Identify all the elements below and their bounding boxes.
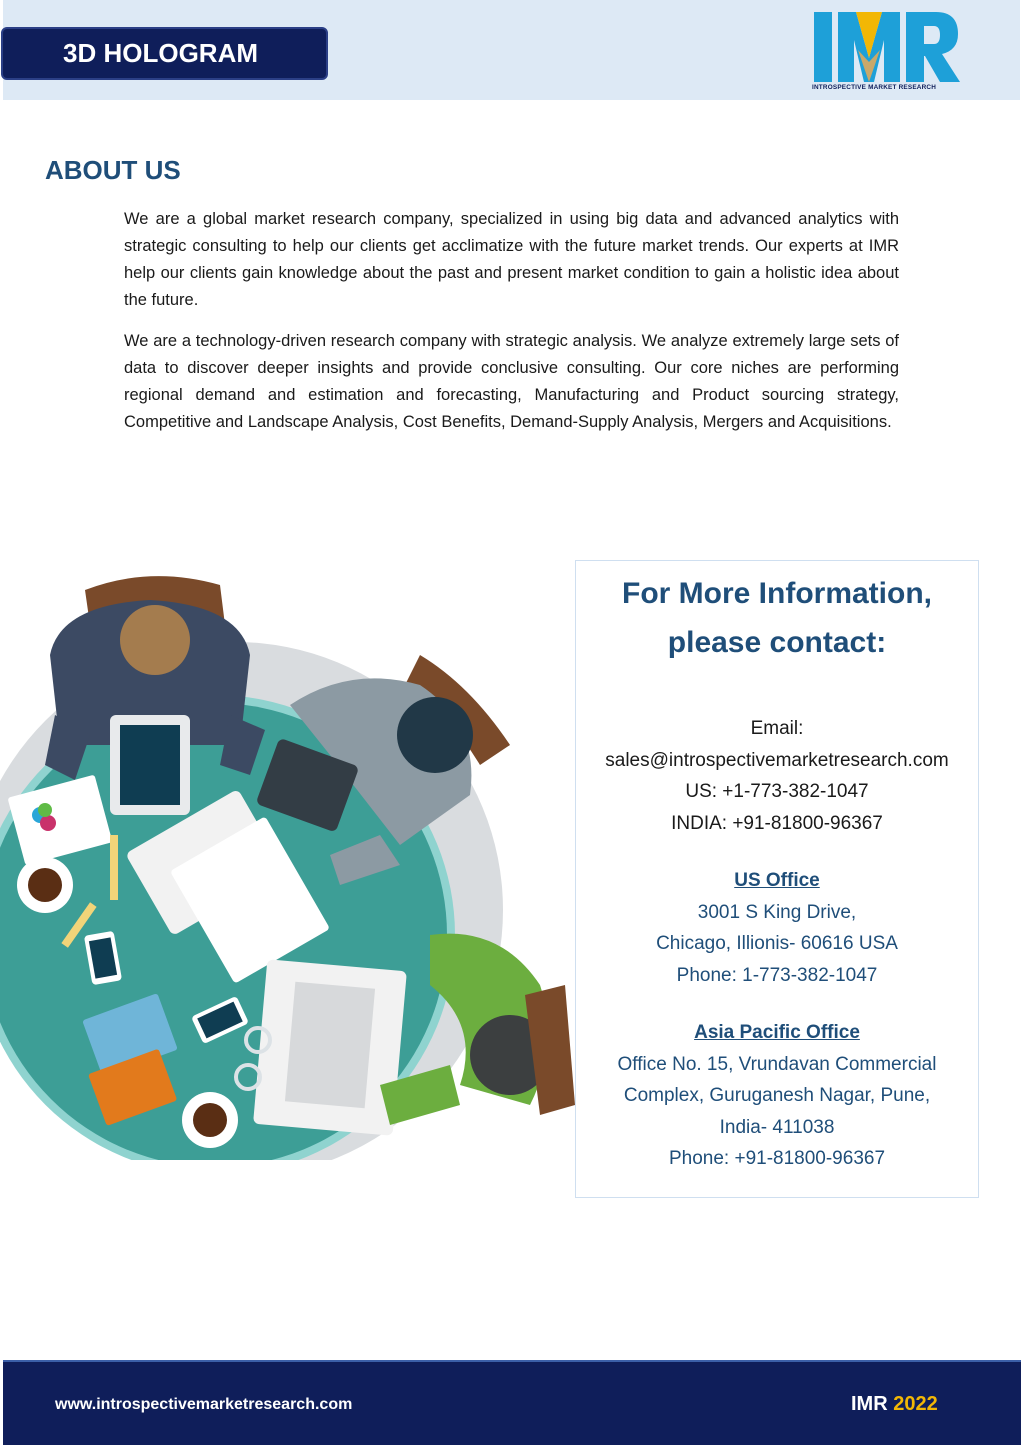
footer-url[interactable]: www.introspectivemarketresearch.com [55, 1396, 353, 1413]
contact-title [576, 569, 978, 667]
asia-office-line: India- 411038 [719, 1116, 835, 1138]
footer-brand [851, 1393, 938, 1416]
report-title: 3D HOLOGRAM [63, 38, 258, 68]
about-paragraph: We are a global market research company, specialized in using big data and advanced analytics with strategic consulting to help our clients get acclimatize with the future market trends. Our experts at IMR help our clients gain knowledge about the past and present market condition to gain a holistic idea about the future. [124, 210, 899, 309]
about-body [124, 206, 899, 450]
asia-office-block [576, 1017, 978, 1175]
us-office-phone: Phone: 1-773-382-1047 [676, 964, 878, 986]
contact-box [575, 560, 979, 1198]
logo-subtitle: INTROSPECTIVE MARKET RESEARCH [812, 84, 937, 91]
email-link[interactable]: sales@introspectivemarketresearch.com [605, 749, 949, 771]
us-office-line: Chicago, Illionis- 60616 USA [656, 933, 898, 954]
person-head [120, 605, 190, 675]
us-phone: US: +1-773-382-1047 [685, 781, 869, 802]
footer-brand-name: IMR [851, 1393, 888, 1415]
contact-details [576, 713, 978, 1175]
contact-title-line: please contact: [667, 626, 887, 659]
us-office-line: 3001 S King Drive, [697, 901, 857, 923]
pencil [110, 835, 118, 900]
india-phone: INDIA: +91-81800-96367 [671, 812, 883, 834]
asia-office-heading: Asia Pacific Office [694, 1022, 860, 1043]
footer-year: 2022 [893, 1393, 938, 1415]
us-office-heading: US Office [734, 870, 820, 891]
report-title-badge [1, 27, 328, 80]
team-meeting-illustration [0, 565, 575, 1160]
contact-title-line: For More Information, [622, 577, 932, 610]
email-label: Email: [750, 718, 804, 739]
asia-office-line: Complex, Guruganesh Nagar, Pune, [623, 1085, 931, 1106]
asia-office-line: Office No. 15, Vrundavan Commercial [617, 1053, 937, 1075]
imr-logo [812, 10, 962, 94]
footer [3, 1360, 1021, 1445]
asia-office-phone: Phone: +91-81800-96367 [668, 1148, 886, 1169]
about-heading: ABOUT US [45, 155, 181, 185]
us-office-block [576, 865, 978, 991]
person-head [397, 697, 473, 773]
about-paragraph: We are a technology-driven research company with strategic analysis. We analyze extremely large sets of data to discover deeper insights and provide conclusive consulting. Our core niches are performing regional demand and estimation and forecasting, Manufacturing and Product sourcing strategy, Competitive and Landscape Analysis, Cost Benefits, Demand-Supply Analysis, Mergers and Acquisitions. [124, 332, 899, 431]
